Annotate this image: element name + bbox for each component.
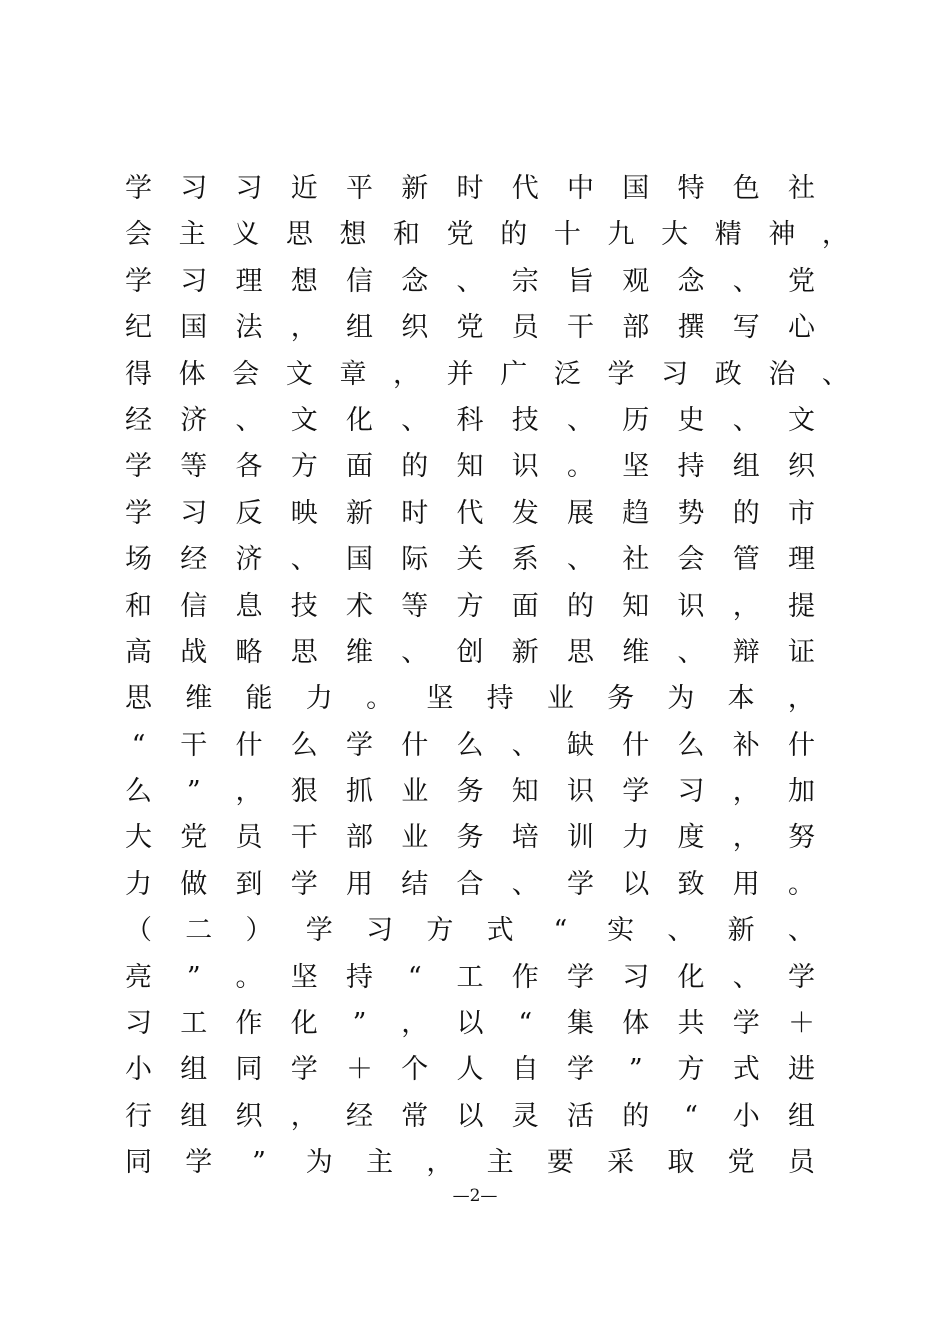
text-line: 经 济 、 文 化 、 科 技 、 历 史 、 文 — [125, 404, 815, 436]
text-line: 学 等 各 方 面 的 知 识 。 坚 持 组 织 — [125, 451, 815, 483]
text-line: 学 习 习 近 平 新 时 代 中 国 特 色 社 — [125, 173, 815, 204]
text-line: 得 体 会 文 章 ， 并 广 泛 学 习 政 治 、 — [125, 358, 849, 390]
text-line: 思 维 能 力 。 坚 持 业 务 为 本 ， — [125, 683, 815, 715]
text-line: （ 二 ） 学 习 方 式 “ 实 、 新 、 — [125, 915, 815, 947]
text-line: 高 战 略 思 维 、 创 新 思 维 、 辩 证 — [125, 636, 815, 668]
page-number: —2— — [452, 1186, 498, 1206]
text-line: 学 习 反 映 新 时 代 发 展 趋 势 的 市 — [125, 497, 815, 529]
text-line: 力 做 到 学 用 结 合 、 学 以 致 用 。 — [125, 868, 815, 900]
text-line: 大 党 员 干 部 业 务 培 训 力 度 ， 努 — [125, 822, 815, 854]
body-text — [125, 166, 849, 1187]
text-line: 么 ” ， 狠 抓 业 务 知 识 学 习 ， 加 — [125, 776, 815, 808]
text-line: 和 信 息 技 术 等 方 面 的 知 识 ， 提 — [125, 590, 815, 622]
text-line: 纪 国 法 ， 组 织 党 员 干 部 撰 写 心 — [125, 312, 815, 344]
text-line: 会 主 义 思 想 和 党 的 十 九 大 精 神 ， — [125, 219, 849, 251]
text-line: 行 组 织 ， 经 常 以 灵 活 的 “ 小 组 — [125, 1100, 815, 1132]
text-line: 亮 ” 。 坚 持 “ 工 作 学 习 化 、 学 — [125, 961, 815, 993]
text-line: “ 干 什 么 学 什 么 、 缺 什 么 补 什 — [131, 729, 815, 761]
text-line: 学 习 理 想 信 念 、 宗 旨 观 念 、 党 — [125, 265, 815, 297]
text-line: 同 学 ” 为 主 ， 主 要 采 取 党 员 — [125, 1147, 815, 1179]
text-line: 场 经 济 、 国 际 关 系 、 社 会 管 理 — [125, 544, 815, 576]
text-line: 习 工 作 化 ” ， 以 “ 集 体 共 学 ＋ — [125, 1008, 815, 1040]
text-line: 小 组 同 学 ＋ 个 人 自 学 ” 方 式 进 — [125, 1054, 815, 1086]
